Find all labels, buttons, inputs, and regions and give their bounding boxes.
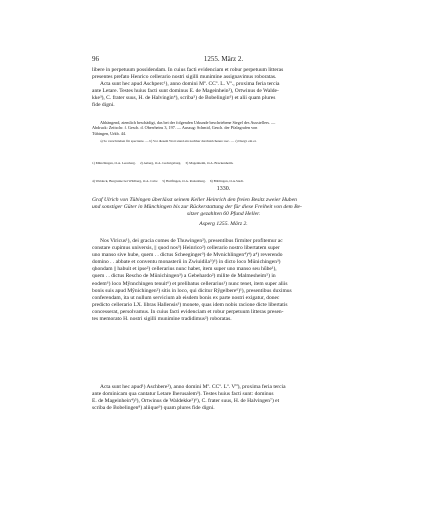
summary-line: sitzer gezahlten 60 Pfund Heller.: [186, 211, 261, 218]
charter-eschatocol: [92, 384, 355, 412]
text-line: predicto cellerario LX. libras Hallensis³) monete, quas idem nobis racione dicte libertatis: [92, 301, 288, 308]
text-line: bonis suis apud Mŷnichingen²) sitis in loco, qui dicitur Rŷgelbere⁶)¹), presentibus duximus: [92, 287, 292, 294]
text-line: scriba de Bobelingen⁸) aliique⁹) quam plures fide digni.: [92, 405, 215, 412]
text-line: constare cupimus universis, || quod nos³) Heinrico²) cellerario nostro libertatem super: [92, 245, 280, 252]
textual-footnotes: [92, 139, 355, 144]
place-date-line: Asperg 1255. März 2.: [199, 221, 248, 227]
text-line: libere in perpetuum possidendam. In cuius facti evidenciam et robur perpetuum litteras: [92, 67, 284, 73]
continued-charter-text: [92, 67, 355, 108]
footnote-line: 1) Münchingen, O.A. Leonberg. 2) Asberg, O.A. Ludwigsburg. 3) Magenheim, O.A. Brackenheim.: [92, 161, 234, 165]
editorial-notes: [92, 120, 355, 136]
charter-body: [92, 238, 355, 323]
note-line: Abdruck: Zeitschr. f. Gesch. d. Oberrheins 3, 197. — Auszug: Schmid, Gesch. der Pfalzgrafen von: [92, 125, 258, 131]
page-number: 96: [92, 55, 99, 63]
text-line: presentes prefato Henrico cellerario nostri sigilli munimine assignavimus roboratas.: [92, 73, 277, 80]
running-title: 1255. März 2.: [203, 55, 244, 63]
text-line: concesserat, persolvamus. In cuius facti evidenciam et robur perpetuum litteras presen-: [92, 308, 284, 315]
text-line: uno manso sive hube, quem . . dictus Scheeginger³) de Mvnichlingen⁴)⁴) a⁴) reverendo: [92, 252, 283, 259]
text-line: qhondam || habuit et ipse²) cellerarius nunc habet, item super uno manso seu hûbe¹),: [92, 266, 277, 273]
document-summary: [92, 197, 355, 219]
text-line: tes memorato H. nostri sigilli munimine tradidimus²) roboratas.: [92, 316, 232, 323]
text-line: kke³), C. frater suus, H. de Halvingin⁴), scriba⁵) de Bobelingin⁶) et alii quam plures: [92, 94, 276, 101]
text-line: fide digni.: [92, 101, 115, 108]
text-line: ante Letare. Testes huius facti sunt dominus E. de Mageinhein²), Ortwinus de Walde-: [92, 87, 279, 94]
note-line: Tübingen, Urkb. 44.: [92, 130, 127, 136]
footnote-line: a) So verschrieben für spectante. — b) Vor diesem Wort stand ein nachher durchstrichenes: nec. — c) Dazgl. ein et.: [100, 139, 257, 143]
text-line: Acta sunt hec apud Aschperc¹), anno domini Mº. CCº. L. Vº., proxima feria tercia: [100, 80, 280, 87]
text-line: ante dominicam qua cantatur Letare Iherusalem³). Testes huius facti sunt: dominus: [92, 391, 274, 398]
text-line: domino . . abbate et conventu monasterii in Zwiuidila⁵)⁶) in dicto loco Münichingen³): [92, 259, 281, 266]
text-line: conferendam, ita ut nullum servicium ab eisdem bonis ex parte nostri exigatur, donec: [92, 294, 280, 301]
summary-line: Graf Ulrich von Tübingen überlässt seinem Keller Heinrich den freien Besitz zweier Huben: [92, 197, 297, 203]
text-line: Nos Viricus¹), dei gracia comes de Thuwingen²), presentibus firmiter profitemur ac: [100, 238, 283, 244]
document-number: 1330.: [216, 186, 231, 192]
text-line: Acta sunt hec apud¹) Aschbere²), anno domini Mº. CCº. Lº. V⁰), proxima feria tercia: [100, 384, 286, 390]
text-line: quem . . dictus Rescho de Münichingen³) a Gebehardo²) milite de Malmesheim⁵) in: [92, 273, 276, 280]
running-header: [92, 55, 355, 65]
note-line: Abhängend, ziemlich beschädigt, das bei der folgenden Urkunde beschriebene Siegel des Ausstellers. —: [100, 120, 276, 125]
summary-line: und sonstiger Güter in Münchingen bis zur Rückerstattung der für diese Freiheit von dem Be-: [92, 204, 302, 211]
text-line: E. de Mageinhein⁴)⁵), Ortwinus de Waldekke⁵)⁶), C. frater suus, H. de Halvingen⁷) et: [92, 398, 280, 405]
footnote-line: 4) Waldeck, Burgruine bei Wildberg, O.A. Calw. 5) Hailfingen, O.A. Rottenburg. 6) Böblingen, O.A.Stadt.: [92, 179, 244, 183]
text-line: eodem⁶) loco Mŷnnchingen tenuit⁶) et prelibatus cellerarius¹) nunc tenet, item super aliis: [92, 280, 288, 287]
